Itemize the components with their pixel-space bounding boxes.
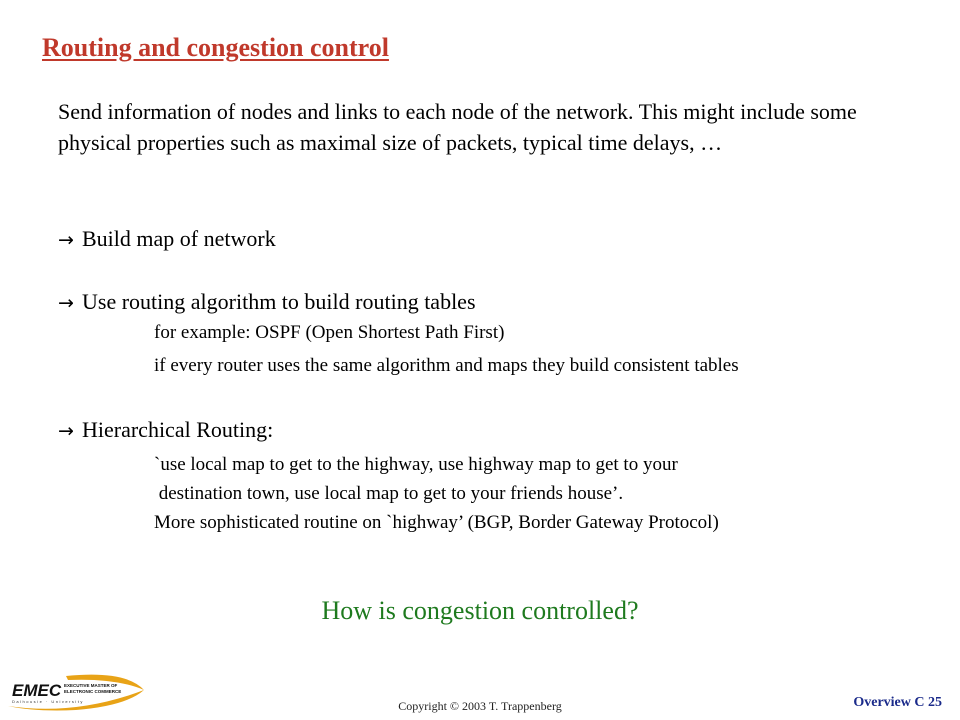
bullet-text: Use routing algorithm to build routing tables bbox=[82, 289, 476, 314]
svg-text:EXECUTIVE MASTER OF: EXECUTIVE MASTER OF bbox=[64, 683, 118, 688]
sub-point: if every router uses the same algorithm and maps they build consistent tables bbox=[154, 355, 739, 376]
page-label: Overview C 25 bbox=[853, 695, 942, 710]
bullet-hierarchical-routing bbox=[58, 417, 273, 443]
svg-text:EMEC: EMEC bbox=[12, 681, 62, 700]
bullet-text: Hierarchical Routing: bbox=[82, 417, 274, 442]
bullet-routing-algorithm bbox=[58, 289, 476, 315]
arrow-icon: → bbox=[58, 420, 74, 442]
sub-point: `use local map to get to the highway, use highway map to get to your bbox=[154, 454, 678, 475]
arrow-icon: → bbox=[58, 292, 74, 314]
sub-point: destination town, use local map to get to your friends house’. bbox=[154, 483, 624, 504]
copyright-text: Copyright © 2003 T. Trappenberg bbox=[398, 699, 562, 713]
sub-point: More sophisticated routine on `highway’ (BGP, Border Gateway Protocol) bbox=[154, 512, 719, 533]
svg-text:ELECTRONIC COMMERCE: ELECTRONIC COMMERCE bbox=[64, 689, 122, 694]
sub-point: for example: OSPF (Open Shortest Path First) bbox=[154, 322, 505, 343]
bullet-text: Build map of network bbox=[82, 226, 276, 251]
svg-text:Dalhousie · University: Dalhousie · University bbox=[12, 699, 84, 704]
arrow-icon: → bbox=[58, 229, 74, 251]
congestion-question: How is congestion controlled? bbox=[321, 596, 639, 625]
bullet-build-map bbox=[58, 226, 276, 252]
slide-title: Routing and congestion control bbox=[42, 33, 389, 62]
intro-paragraph: Send information of nodes and links to each node of the network. This might include some physical properties such as maximal size of packets, typical time delays, … bbox=[58, 99, 857, 155]
